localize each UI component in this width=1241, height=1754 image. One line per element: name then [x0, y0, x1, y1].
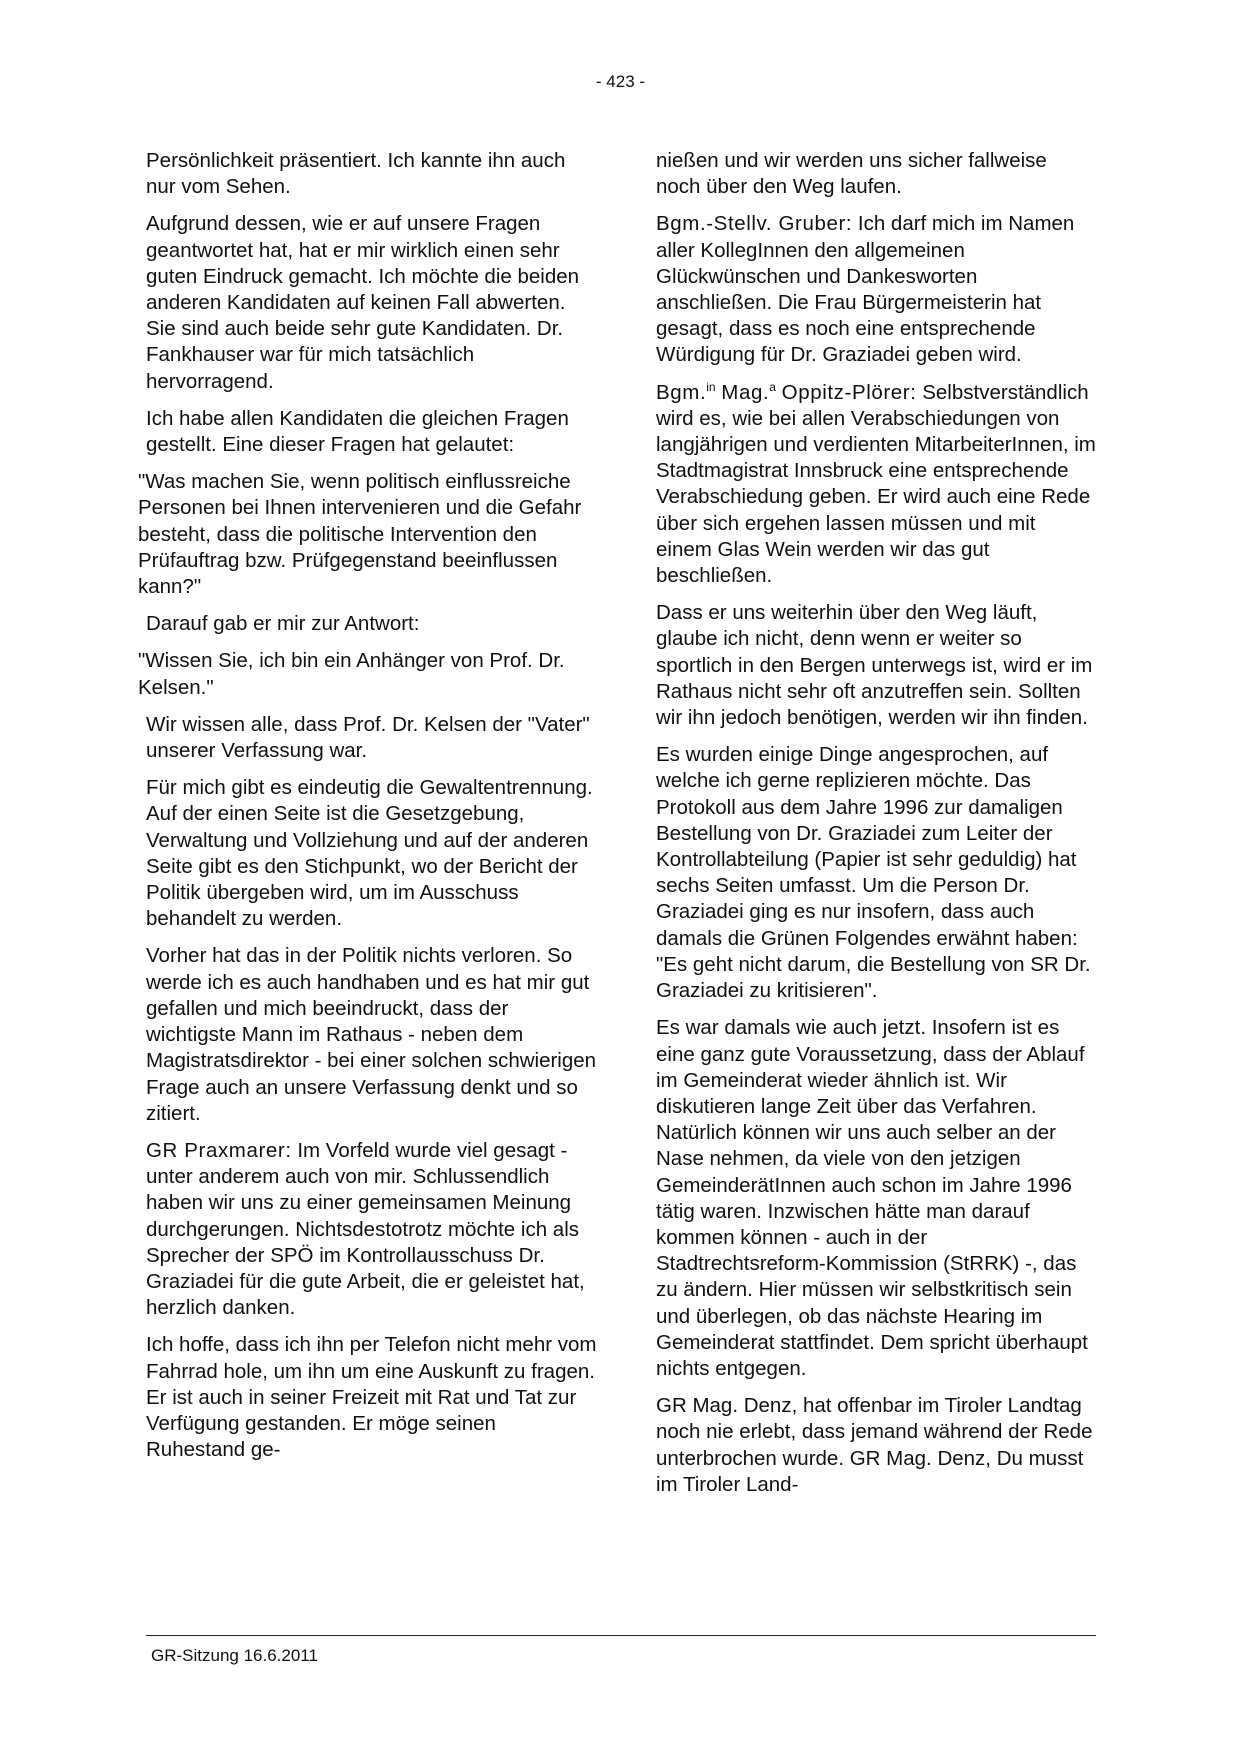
paragraph: Ich hoffe, dass ich ihn per Telefon nicht mehr vom Fahrrad hole, um ihn um eine Auskunft zu fragen. Er ist auch in seiner Freizeit mit Rat und Tat zur Verfügung gestanden. Er möge seinen Ruhestand ge-: [146, 1333, 597, 1462]
paragraph: Für mich gibt es eindeutig die Gewaltentrennung. Auf der einen Seite ist die Gesetzgebung, Verwaltung und Vollziehung und auf der anderen Seite gibt es den Stichpunkt, wo der Bericht der Politik übergeben wird, um im Ausschuss behandelt zu werden.: [146, 776, 593, 931]
paragraph: Es war damals wie auch jetzt. Insofern ist es eine ganz gute Voraussetzung, dass der Ablauf im Gemeinderat wieder ähnlich ist. Wir diskutieren lange Zeit über das Verfahren. Natürlich können wir uns auch selber an der Nase nehmen, da viele von den jetzigen GemeinderätInnen auch schon im Jahre 1996 tätig waren. Inzwischen hätte man darauf kommen können - auch in der Stadtrechtsreform-Kommission (StRRK) -, das zu ändern. Hier müssen wir selbstkritisch sein und überlegen, ob das nächste Hearing im Gemeinderat stattfindet. Dem spricht überhaupt nichts entgegen.: [656, 1016, 1088, 1380]
footer-divider: [146, 1635, 1096, 1636]
paragraph: Es wurden einige Dinge angesprochen, auf welche ich gerne replizieren möchte. Das Protokoll aus dem Jahre 1996 zur damaligen Bestellung von Dr. Graziadei zum Leiter der Kontrollabteilung (Papier ist sehr geduldig) hat sechs Seiten umfasst. Um die Person Dr. Graziadei ging es nur insofern, dass auch damals die Grünen Folgendes erwähnt haben: "Es geht nicht darum, die Bestellung von SR Dr. Graziadei zu kritisieren".: [656, 743, 1091, 1003]
speaker-name: Bgm.-Stellv. Gruber:: [656, 212, 853, 236]
speech-paragraph: [656, 211, 1096, 368]
page-number: - 423 -: [595, 72, 646, 91]
footer-label: GR-Sitzung 16.6.2011: [151, 1646, 318, 1665]
paragraph: Dass er uns weiterhin über den Weg läuft, glaube ich nicht, denn wenn er weiter so sportlich in den Bergen unterwegs ist, wird er im Rathaus nicht sehr oft anzutreffen sein. Sollten wir ihn jedoch benötigen, werden wir ihn finden.: [656, 601, 1093, 730]
paragraph: Persönlichkeit präsentiert. Ich kannte ihn auch nur vom Sehen.: [146, 149, 566, 199]
paragraph: Ich habe allen Kandidaten die gleichen Fragen gestellt. Eine dieser Fragen hat gelautet:: [146, 406, 569, 457]
paragraph: GR Mag. Denz, hat offenbar im Tiroler Landtag noch nie erlebt, dass jemand während der Rede unterbrochen wurde. GR Mag. Denz, Du musst im Tiroler Land-: [656, 1394, 1093, 1496]
paragraph: Vorher hat das in der Politik nichts verloren. So werde ich es auch handhaben und es hat mir gut gefallen und mich beeindruckt, dass der wichtigste Mann im Rathaus - neben dem Magistratsdirektor - bei einer solchen schwierigen Frage auch an unsere Verfassung denkt und so zitiert.: [146, 944, 597, 1125]
paragraph: Darauf gab er mir zur Antwort:: [146, 612, 420, 636]
speech-paragraph: [146, 1138, 598, 1321]
speech-text: Im Vorfeld wurde viel gesagt - unter anderem auch von mir. Schlussendlich haben wir uns zu einer gemeinsamen Meinung durchgerungen. Nichtsdestotrotz möchte ich als Sprecher der SPÖ im Kontrollausschuss Dr. Graziadei für die gute Arbeit, die er geleistet hat, herzlich danken.: [146, 1138, 585, 1320]
paragraph: Aufgrund dessen, wie er auf unsere Fragen geantwortet hat, hat er mir wirklich einen sehr guten Eindruck gemacht. Ich möchte die beiden anderen Kandidaten auf keinen Fall abwerten. Sie sind auch beide sehr gute Kandidaten. Dr. Fankhauser war für mich tatsächlich hervorragend.: [146, 212, 580, 393]
speech-text: Ich darf mich im Namen aller KollegInnen den allgemeinen Glückwünschen und Dankesworten anschließen. Die Frau Bürgermeisterin hat gesagt, dass es noch eine entsprechende Würdigung für Dr. Graziadei geben wird.: [656, 212, 1075, 367]
paragraph: Wir wissen alle, dass Prof. Dr. Kelsen der "Vater" unserer Verfassung war.: [146, 712, 590, 763]
speech-paragraph: [656, 380, 1096, 590]
speech-text: Selbstverständlich wird es, wie bei allen Verabschiedungen von langjährigen und verdienten MitarbeiterInnen, im Stadtmagistrat Innsbruck eine entsprechende Verabschiedung geben. Er wird auch eine Rede über sich ergehen lassen müssen und mit einem Glas Wein werden wir das gut beschließen.: [656, 380, 1096, 588]
paragraph: nießen und wir werden uns sicher fallweise noch über den Weg laufen.: [656, 149, 1047, 199]
speaker-title: Mag.: [721, 380, 770, 404]
quote-paragraph: "Was machen Sie, wenn politisch einflussreiche Personen bei Ihnen intervenieren und die Gefahr besteht, dass die politische Intervention den Prüfauftrag bzw. Prüfgegenstand beeinflussen kann?": [138, 470, 582, 599]
speaker-name: Oppitz-Plörer:: [781, 380, 917, 404]
right-column: [656, 148, 1096, 1509]
left-column: [138, 148, 598, 1474]
speaker-title: Bgm.: [656, 380, 707, 404]
superscript: in: [706, 379, 716, 394]
quote-paragraph: "Wissen Sie, ich bin ein Anhänger von Prof. Dr. Kelsen.": [138, 649, 565, 699]
superscript: a: [769, 379, 776, 394]
speaker-name: GR Praxmarer:: [146, 1138, 292, 1162]
